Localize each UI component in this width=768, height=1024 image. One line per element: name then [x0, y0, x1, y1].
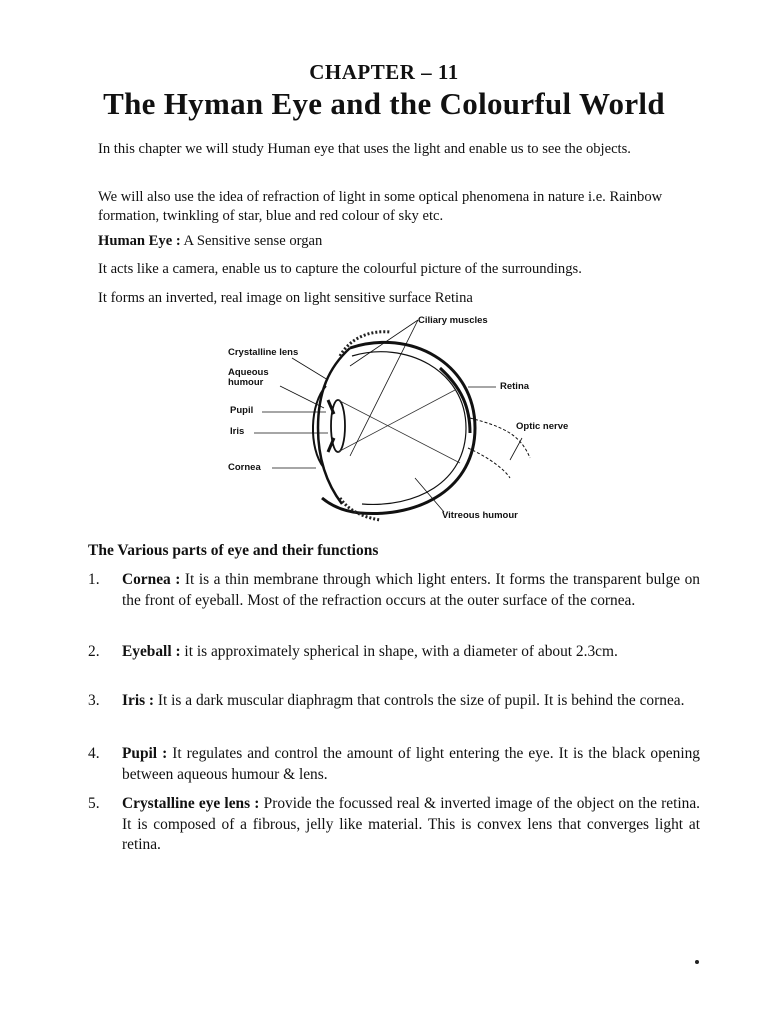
item-body	[122, 744, 700, 785]
page-title: The Hyman Eye and the Colourful World	[103, 86, 665, 121]
item-text: it is approximately spherical in shape, with a diameter of about 2.3cm.	[180, 643, 618, 660]
label-humour: humour	[228, 377, 264, 388]
leader-lens	[292, 358, 328, 380]
label-ciliary-muscles: Ciliary muscles	[418, 315, 488, 326]
item-term: Eyeball :	[122, 643, 181, 660]
item-text: Provide the focussed real & inverted image of the object on the retina. It is composed of a fibrous, jelly like material. This is convex lens that converges light at retina.	[122, 795, 701, 853]
item-text: It is a dark muscular diaphragm that controls the size of pupil. It is behind the cornea.	[154, 692, 685, 709]
item-number: 4.	[88, 745, 100, 762]
human-eye-description: A Sensitive sense organ	[180, 233, 323, 249]
label-vitreous-humour: Vitreous humour	[442, 510, 518, 521]
optic-nerve-lower	[468, 448, 510, 478]
item-number: 3.	[88, 692, 100, 709]
label-pupil: Pupil	[230, 405, 254, 416]
item-number: 2.	[88, 643, 100, 660]
label-aqueous: Aqueous	[228, 367, 269, 378]
label-crystalline-lens: Crystalline lens	[228, 347, 299, 358]
item-number: 1.	[88, 571, 100, 588]
item-number: 5.	[88, 795, 100, 812]
label-cornea: Cornea	[228, 462, 261, 473]
item-term: Iris :	[122, 692, 155, 709]
human-eye-label: Human Eye :	[98, 233, 181, 249]
item-term: Pupil :	[122, 745, 168, 762]
section-title: The Various parts of eye and their functions	[88, 542, 379, 559]
item-text: It is a thin membrane through which light enters. It forms the transparent bulge on the front of eyeball. Most of the refraction occurs at the outer surface of the cornea.	[122, 571, 701, 609]
item-term: Cornea :	[122, 571, 181, 588]
intro-paragraph-5: It forms an inverted, real image on light sensitive surface Retina	[98, 290, 473, 306]
item-body	[122, 570, 700, 611]
eyeball-inner	[352, 352, 466, 505]
ray-2	[338, 390, 455, 452]
item-term: Crystalline eye lens :	[122, 795, 260, 812]
leader-optic	[510, 438, 522, 460]
crystalline-lens	[331, 400, 345, 452]
intro-paragraph-2: We will also use the idea of refraction of light in some optical phenomena in nature i.e. Rainbow formation, twinkling of star, blue and red colour of sky etc.	[98, 189, 663, 224]
item-text: It regulates and control the amount of light entering the eye. It is the black opening between aqueous humour & lens.	[122, 745, 701, 783]
label-retina: Retina	[500, 381, 530, 392]
item-body	[122, 642, 700, 663]
human-eye-heading	[98, 232, 694, 251]
eye-diagram	[200, 308, 600, 533]
item-body	[122, 691, 700, 712]
label-iris: Iris	[230, 426, 245, 437]
item-body	[122, 794, 700, 856]
ray-1	[338, 400, 460, 463]
leader-aqueous	[280, 386, 324, 408]
page-mark	[695, 960, 699, 964]
intro-paragraph-1: In this chapter we will study Human eye that uses the light and enable us to see the objects.	[98, 141, 631, 157]
chapter-number: CHAPTER – 11	[309, 60, 459, 84]
label-optic-nerve: Optic nerve	[516, 421, 569, 432]
leader-ciliary	[350, 320, 418, 366]
intro-paragraph-4: It acts like a camera, enable us to capture the colourful picture of the surroundings.	[98, 261, 582, 277]
